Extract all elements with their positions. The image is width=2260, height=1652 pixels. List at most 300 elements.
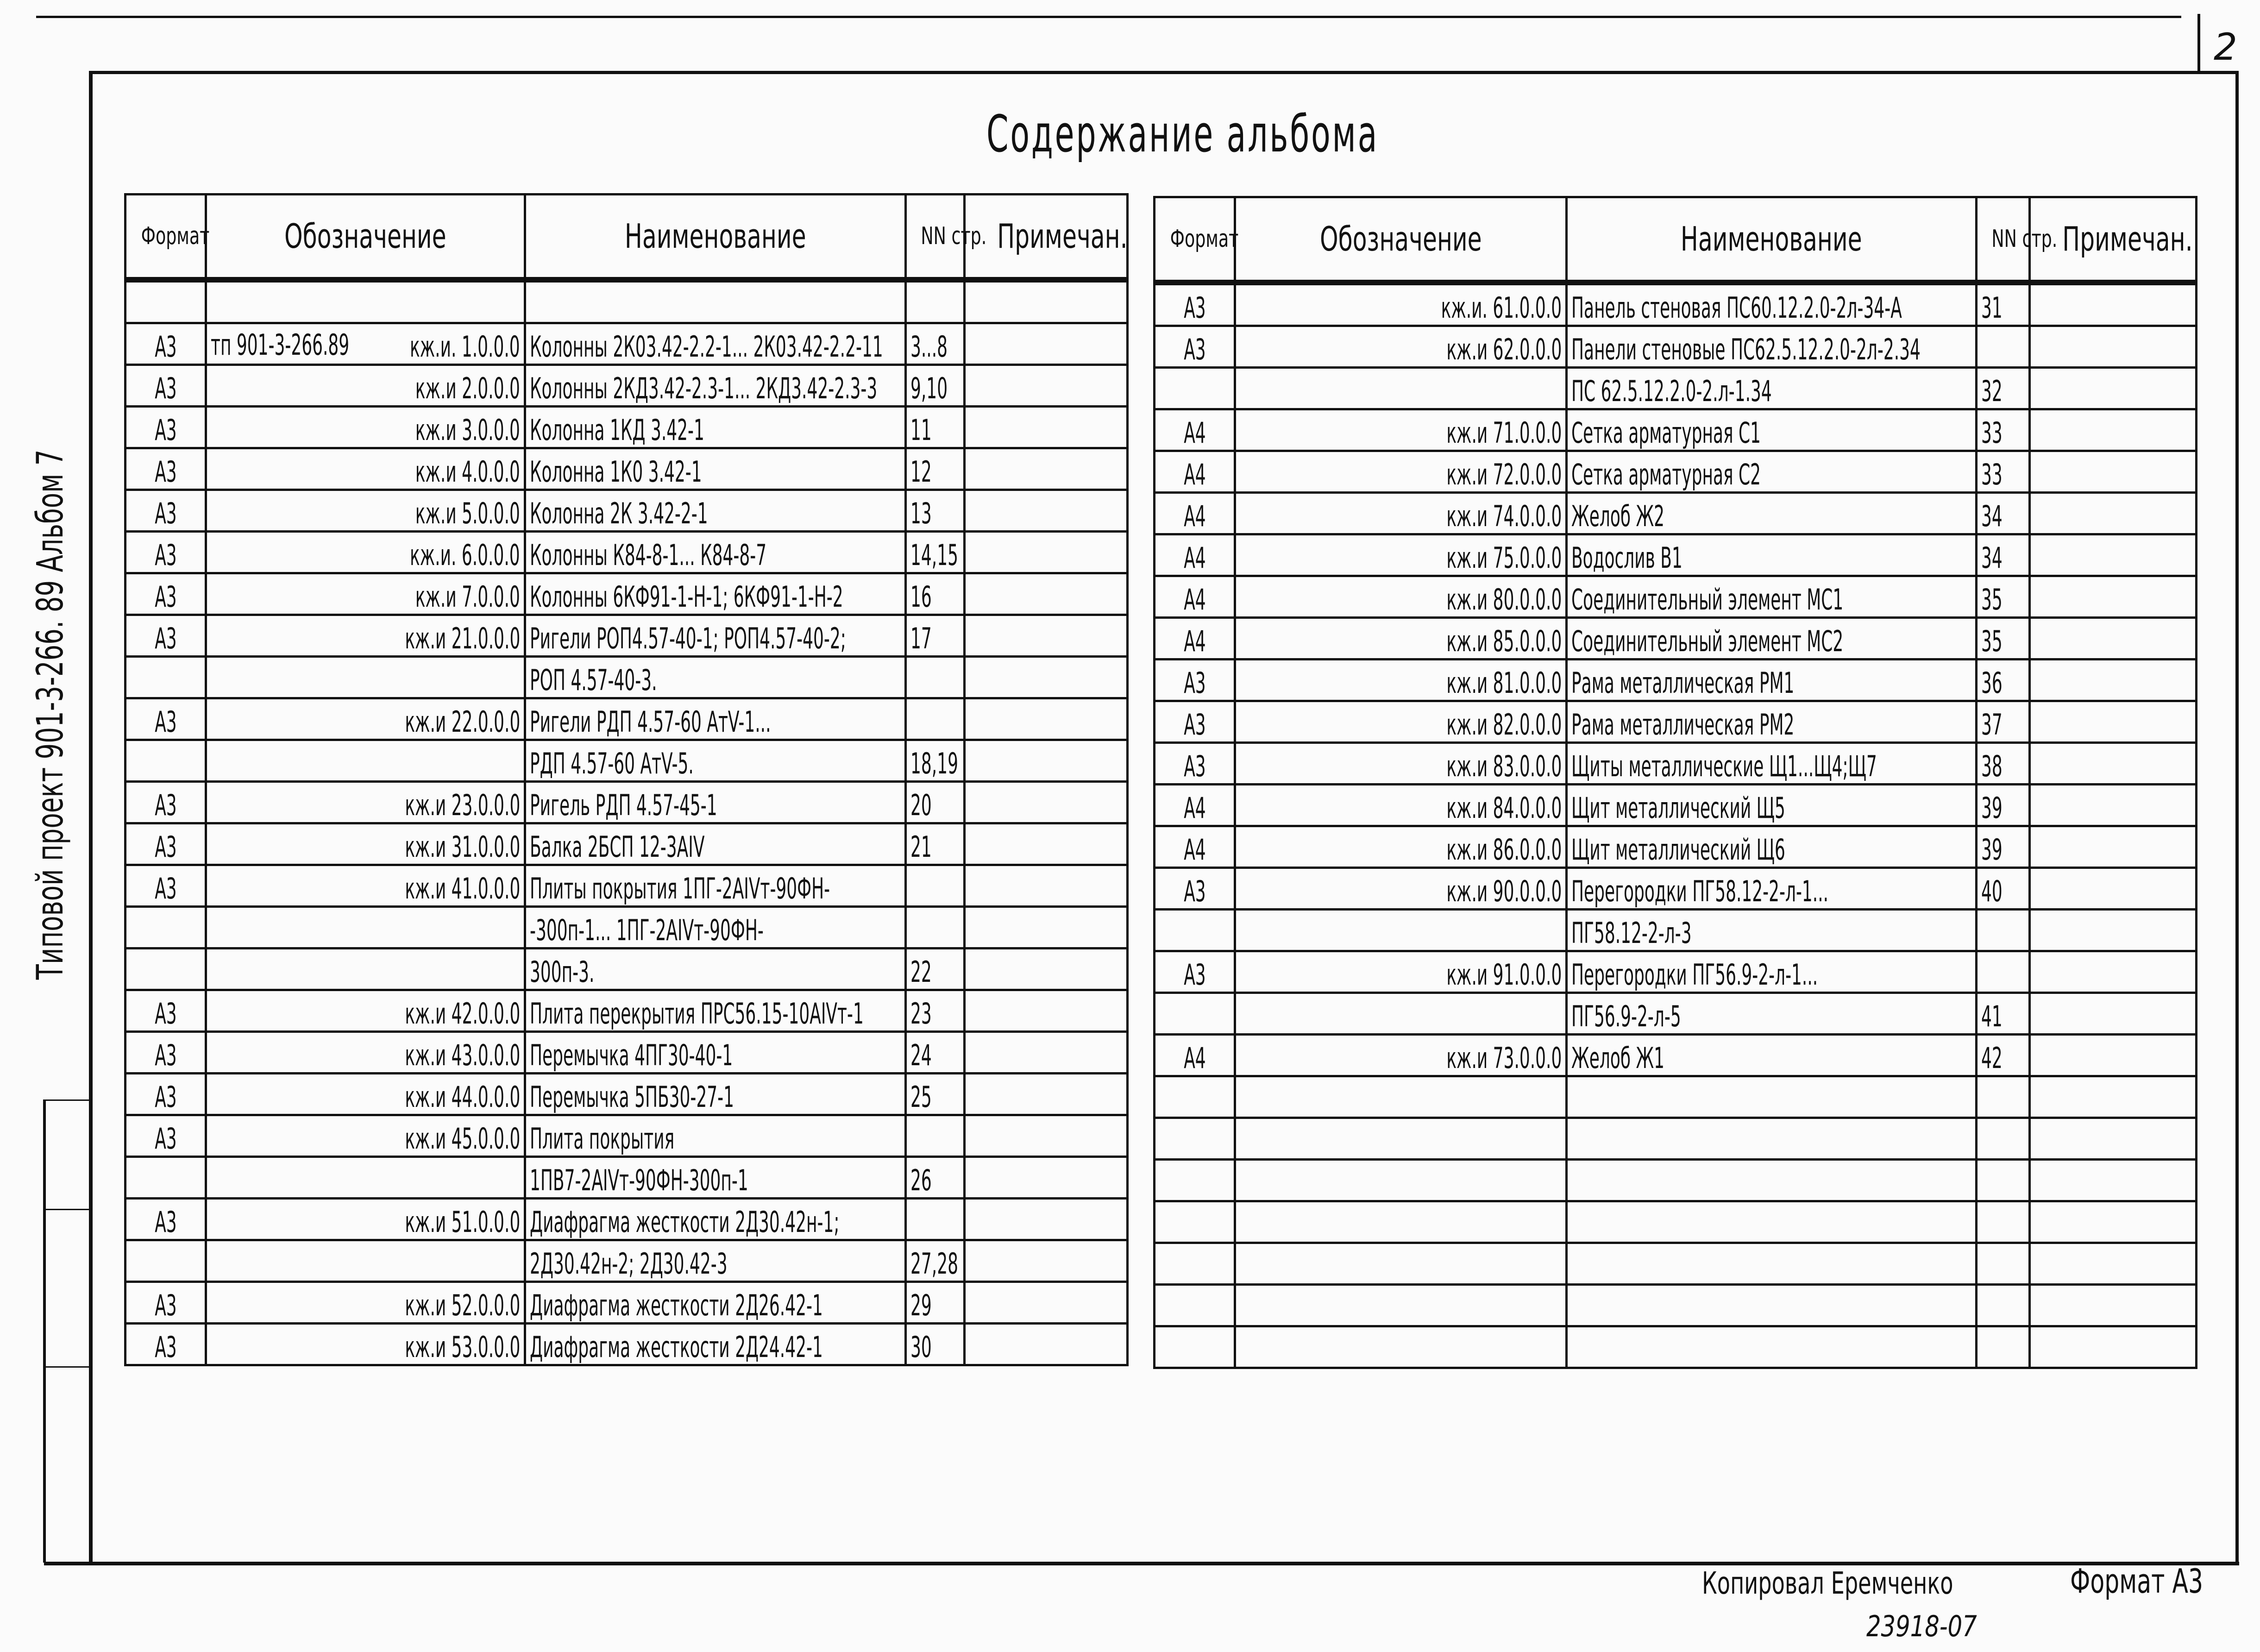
cell-note bbox=[965, 782, 1128, 823]
cell-name-text: Колонны 6КФ91-1-Н-1; 6КФ91-1-Н-2 bbox=[530, 580, 843, 614]
cell-name-text: Рама металлическая РМ1 bbox=[1571, 666, 1795, 700]
table-row bbox=[1155, 1285, 2197, 1326]
cell-name-text: Водослив В1 bbox=[1571, 541, 1682, 575]
cell-name bbox=[1567, 868, 1977, 910]
cell-pages-text: 39 bbox=[1981, 791, 2003, 825]
cell-format-text: А3 bbox=[154, 1038, 177, 1072]
cell-format bbox=[1155, 368, 1235, 409]
cell-name bbox=[1567, 1243, 1977, 1285]
table-row bbox=[1155, 1118, 2197, 1160]
cell-note bbox=[965, 657, 1128, 698]
cell-pages bbox=[1977, 910, 2030, 951]
cell-name-text: Панели стеновые ПС62.5.12.2.0-2л-2.34 bbox=[1571, 333, 1921, 366]
cell-name bbox=[1567, 326, 1977, 368]
cell-name bbox=[1567, 951, 1977, 993]
cell-designation-text: кж.и 82.0.0.0 bbox=[1446, 708, 1562, 741]
cell-format bbox=[1155, 1160, 1235, 1201]
cell-pages-text: 24 bbox=[910, 1038, 932, 1072]
cell-note bbox=[965, 323, 1128, 365]
cell-name-text: Перегородки ПГ58.12-2-л-1... bbox=[1571, 874, 1829, 908]
cell-designation-text: кж.и 41.0.0.0 bbox=[404, 872, 520, 905]
cell-designation bbox=[1235, 576, 1567, 618]
cell-designation bbox=[206, 573, 525, 615]
cell-note bbox=[965, 407, 1128, 448]
table-row bbox=[1155, 618, 2197, 660]
cell-designation-text: кж.и. 61.0.0.0 bbox=[1441, 291, 1562, 325]
cell-note bbox=[2030, 368, 2197, 409]
cell-pages-text: 20 bbox=[910, 788, 932, 822]
cell-designation bbox=[206, 698, 525, 740]
cell-name-text: Диафрагма жесткости 2Д26.42-1 bbox=[530, 1288, 823, 1322]
cell-designation bbox=[206, 1157, 525, 1199]
cell-designation-text: кж.и 75.0.0.0 bbox=[1446, 541, 1562, 575]
table-row bbox=[1155, 576, 2197, 618]
cell-pages bbox=[906, 865, 965, 907]
cell-pages-text: 36 bbox=[1981, 666, 2003, 700]
cell-name-text: Перемычка 5ПБ30-27-1 bbox=[530, 1080, 734, 1114]
table-row bbox=[1155, 910, 2197, 951]
cell-pages bbox=[1977, 618, 2030, 660]
cell-format-text: А3 bbox=[154, 1288, 177, 1322]
cell-note bbox=[965, 948, 1128, 990]
cell-name bbox=[1567, 576, 1977, 618]
cell-name-text: 2Д30.42н-2; 2Д30.42-3 bbox=[530, 1247, 728, 1281]
cell-note bbox=[965, 448, 1128, 490]
cell-format bbox=[1155, 701, 1235, 743]
table-row bbox=[1155, 826, 2197, 868]
cell-pages-text: 13 bbox=[910, 496, 932, 530]
cell-format-text: А3 bbox=[1183, 666, 1206, 700]
cell-pages bbox=[906, 740, 965, 782]
table-row bbox=[126, 1157, 1128, 1199]
table-row bbox=[1155, 326, 2197, 368]
cell-pages bbox=[1977, 1160, 2030, 1201]
cell-designation-text: кж.и 91.0.0.0 bbox=[1446, 958, 1562, 992]
cell-designation bbox=[206, 365, 525, 407]
cell-designation-text: кж.и 74.0.0.0 bbox=[1446, 499, 1562, 533]
cell-note bbox=[2030, 660, 2197, 701]
cell-format bbox=[1155, 326, 1235, 368]
table-row bbox=[126, 1324, 1128, 1365]
cell-pages bbox=[906, 615, 965, 657]
cell-format-text: А4 bbox=[1183, 1041, 1206, 1075]
cell-pages bbox=[1977, 409, 2030, 451]
cell-name bbox=[525, 448, 906, 490]
cell-designation-text: кж.и. 1.0.0.0 bbox=[410, 330, 520, 364]
top-rule bbox=[36, 16, 2181, 18]
cell-pages bbox=[1977, 576, 2030, 618]
cell-format bbox=[1155, 618, 1235, 660]
project-code: тп 901-3-266.89 bbox=[211, 328, 350, 362]
cell-format bbox=[1155, 993, 1235, 1035]
cell-pages-text: 18,19 bbox=[910, 747, 958, 780]
stamp-strip-divider bbox=[44, 1366, 90, 1368]
table-row bbox=[126, 1199, 1128, 1240]
cell-pages bbox=[1977, 826, 2030, 868]
table-row bbox=[126, 448, 1128, 490]
cell-note bbox=[2030, 785, 2197, 826]
cell-designation bbox=[206, 280, 525, 323]
cell-designation-text: кж.и 90.0.0.0 bbox=[1446, 874, 1562, 908]
cell-designation bbox=[1235, 868, 1567, 910]
cell-format-text: А4 bbox=[1183, 458, 1206, 491]
header-note: Примечан. bbox=[965, 195, 1128, 280]
cell-note bbox=[965, 1199, 1128, 1240]
cell-pages bbox=[1977, 660, 2030, 701]
cell-format bbox=[126, 532, 206, 573]
cell-name-text: Желоб Ж2 bbox=[1571, 499, 1665, 533]
cell-format-text: А3 bbox=[154, 455, 177, 489]
cell-note bbox=[965, 990, 1128, 1032]
cell-format bbox=[126, 1157, 206, 1199]
cell-designation bbox=[1235, 951, 1567, 993]
cell-designation bbox=[1235, 326, 1567, 368]
sheet-number-divider bbox=[2197, 14, 2200, 74]
cell-note bbox=[965, 740, 1128, 782]
cell-name-text: Щит металлический Щ5 bbox=[1571, 791, 1785, 825]
cell-pages bbox=[906, 698, 965, 740]
table-row bbox=[1155, 283, 2197, 326]
cell-note bbox=[965, 1240, 1128, 1282]
cell-format-text: А3 bbox=[154, 1205, 177, 1239]
cell-format bbox=[126, 323, 206, 365]
cell-note bbox=[965, 907, 1128, 948]
cell-designation bbox=[206, 740, 525, 782]
cell-designation bbox=[1235, 701, 1567, 743]
cell-pages bbox=[906, 782, 965, 823]
cell-note bbox=[2030, 409, 2197, 451]
cell-name-text: ПГ58.12-2-л-3 bbox=[1571, 916, 1692, 950]
cell-name bbox=[525, 740, 906, 782]
cell-pages-text: 27,28 bbox=[910, 1247, 958, 1281]
table-row bbox=[126, 407, 1128, 448]
cell-pages-text: 3...8 bbox=[910, 330, 948, 364]
cell-name-text: Рама металлическая РМ2 bbox=[1571, 708, 1795, 741]
cell-format-text: А3 bbox=[154, 872, 177, 905]
table-row bbox=[1155, 1243, 2197, 1285]
cell-name-text: РДП 4.57-60 АтV-5. bbox=[530, 747, 694, 780]
cell-note bbox=[2030, 1035, 2197, 1076]
cell-note bbox=[965, 1032, 1128, 1074]
cell-name-text: Ригели РДП 4.57-60 АтV-1... bbox=[530, 705, 771, 739]
table-row bbox=[1155, 1160, 2197, 1201]
cell-note bbox=[2030, 326, 2197, 368]
cell-format bbox=[1155, 1326, 1235, 1368]
cell-name bbox=[525, 1282, 906, 1324]
cell-name bbox=[525, 573, 906, 615]
cell-format bbox=[126, 1115, 206, 1157]
cell-note bbox=[2030, 868, 2197, 910]
cell-format bbox=[126, 490, 206, 532]
table-row bbox=[1155, 993, 2197, 1035]
cell-note bbox=[965, 490, 1128, 532]
cell-format bbox=[1155, 660, 1235, 701]
cell-designation bbox=[1235, 1035, 1567, 1076]
cell-pages bbox=[906, 823, 965, 865]
cell-name-text: Плиты покрытия 1ПГ-2АIVт-90ФН- bbox=[530, 872, 830, 905]
cell-format bbox=[1155, 534, 1235, 576]
cell-note bbox=[2030, 1076, 2197, 1118]
cell-designation-text: кж.и 5.0.0.0 bbox=[415, 496, 520, 530]
cell-format-text: А4 bbox=[1183, 833, 1206, 867]
cell-format bbox=[126, 1032, 206, 1074]
cell-pages bbox=[1977, 1035, 2030, 1076]
cell-name bbox=[1567, 910, 1977, 951]
cell-name-text: Колонны 2КД3.42-2.3-1... 2КД3.42-2.3-3 bbox=[530, 371, 878, 405]
cell-pages-text: 37 bbox=[1981, 708, 2003, 741]
table-row bbox=[1155, 1201, 2197, 1243]
table-row bbox=[1155, 701, 2197, 743]
cell-pages bbox=[906, 532, 965, 573]
cell-designation bbox=[1235, 409, 1567, 451]
cell-pages bbox=[1977, 1243, 2030, 1285]
table-row bbox=[1155, 660, 2197, 701]
cell-name bbox=[525, 280, 906, 323]
cell-designation-text: кж.и 81.0.0.0 bbox=[1446, 666, 1562, 700]
cell-designation-text: кж.и 71.0.0.0 bbox=[1446, 416, 1562, 450]
cell-designation-text: кж.и 73.0.0.0 bbox=[1446, 1041, 1562, 1075]
stamp-strip-divider bbox=[44, 1099, 90, 1101]
cell-note bbox=[965, 1282, 1128, 1324]
cell-pages-text: 34 bbox=[1981, 541, 2003, 575]
cell-note bbox=[2030, 618, 2197, 660]
cell-pages bbox=[906, 1282, 965, 1324]
table-row bbox=[126, 490, 1128, 532]
cell-note bbox=[2030, 1285, 2197, 1326]
cell-pages bbox=[906, 657, 965, 698]
cell-name-text: Перемычка 4ПГ30-40-1 bbox=[530, 1038, 733, 1072]
cell-note bbox=[965, 615, 1128, 657]
cell-name-text: 1ПВ7-2АIVт-90ФН-300п-1 bbox=[530, 1163, 748, 1197]
cell-pages bbox=[906, 1199, 965, 1240]
cell-name-text: Диафрагма жесткости 2Д24.42-1 bbox=[530, 1330, 823, 1364]
cell-designation bbox=[1235, 826, 1567, 868]
cell-pages bbox=[906, 907, 965, 948]
cell-format bbox=[126, 573, 206, 615]
table-row bbox=[126, 990, 1128, 1032]
frame-right bbox=[2235, 71, 2239, 1564]
cell-name-text: Плита покрытия bbox=[530, 1122, 675, 1156]
cell-designation bbox=[206, 823, 525, 865]
cell-name-text: ПГ56.9-2-л-5 bbox=[1571, 999, 1681, 1033]
table-row bbox=[126, 280, 1128, 323]
table-header bbox=[126, 195, 1128, 280]
cell-designation bbox=[206, 865, 525, 907]
cell-format-text: А3 bbox=[154, 830, 177, 864]
cell-name bbox=[1567, 1035, 1977, 1076]
cell-format-text: А3 bbox=[1183, 291, 1206, 325]
cell-format bbox=[1155, 910, 1235, 951]
cell-note bbox=[2030, 1118, 2197, 1160]
cell-pages-text: 38 bbox=[1981, 749, 2003, 783]
cell-pages bbox=[1977, 283, 2030, 326]
cell-name bbox=[525, 1074, 906, 1115]
cell-note bbox=[2030, 993, 2197, 1035]
cell-note bbox=[965, 1074, 1128, 1115]
cell-name bbox=[525, 990, 906, 1032]
cell-name bbox=[525, 1324, 906, 1365]
cell-format bbox=[126, 907, 206, 948]
cell-name bbox=[1567, 1076, 1977, 1118]
cell-pages-text: 14,15 bbox=[910, 538, 958, 572]
table-row bbox=[126, 698, 1128, 740]
table-row bbox=[1155, 785, 2197, 826]
table-row bbox=[126, 740, 1128, 782]
cell-name-text: -300п-1... 1ПГ-2АIVт-90ФН- bbox=[530, 913, 764, 947]
cell-format-text: А3 bbox=[154, 413, 177, 447]
cell-designation bbox=[1235, 618, 1567, 660]
cell-pages bbox=[1977, 993, 2030, 1035]
cell-format bbox=[126, 407, 206, 448]
cell-note bbox=[2030, 576, 2197, 618]
table-row bbox=[1155, 868, 2197, 910]
cell-name-text: Ригель РДП 4.57-45-1 bbox=[530, 788, 717, 822]
cell-note bbox=[965, 280, 1128, 323]
table-row bbox=[126, 365, 1128, 407]
cell-pages-text: 26 bbox=[910, 1163, 932, 1197]
cell-name-text: Ригели РОП4.57-40-1; РОП4.57-40-2; bbox=[530, 622, 846, 655]
cell-designation bbox=[206, 1032, 525, 1074]
cell-note bbox=[2030, 1160, 2197, 1201]
cell-name bbox=[1567, 451, 1977, 493]
cell-designation bbox=[206, 1199, 525, 1240]
cell-designation bbox=[1235, 1118, 1567, 1160]
cell-designation bbox=[1235, 910, 1567, 951]
cell-format bbox=[126, 1324, 206, 1365]
cell-designation-text: кж.и 80.0.0.0 bbox=[1446, 583, 1562, 616]
cell-pages-text: 22 bbox=[910, 955, 932, 989]
cell-name bbox=[1567, 1201, 1977, 1243]
cell-pages-text: 35 bbox=[1981, 583, 2003, 616]
header-format: Формат bbox=[1155, 197, 1235, 283]
cell-pages bbox=[906, 1032, 965, 1074]
cell-pages bbox=[906, 1157, 965, 1199]
cell-name bbox=[1567, 409, 1977, 451]
cell-name bbox=[525, 365, 906, 407]
cell-format-text: А3 bbox=[154, 705, 177, 739]
cell-pages-text: 35 bbox=[1981, 624, 2003, 658]
stamp-strip-divider bbox=[44, 1209, 90, 1210]
cell-format-text: А3 bbox=[154, 330, 177, 364]
cell-name-text: Соединительный элемент МС2 bbox=[1571, 624, 1844, 658]
cell-format-text: А3 bbox=[154, 1080, 177, 1114]
cell-name bbox=[525, 1032, 906, 1074]
cell-name bbox=[525, 657, 906, 698]
cell-name bbox=[1567, 826, 1977, 868]
cell-pages bbox=[906, 1324, 965, 1365]
cell-name-text: Желоб Ж1 bbox=[1571, 1041, 1665, 1075]
table-row bbox=[126, 1115, 1128, 1157]
cell-pages bbox=[1977, 1118, 2030, 1160]
cell-name-text: РОП 4.57-40-3. bbox=[530, 663, 657, 697]
header-note: Примечан. bbox=[2030, 197, 2197, 283]
cell-format-text: А3 bbox=[1183, 874, 1206, 908]
cell-pages-text: 9,10 bbox=[910, 371, 948, 405]
cell-pages bbox=[1977, 743, 2030, 785]
table-row bbox=[1155, 534, 2197, 576]
cell-designation bbox=[206, 615, 525, 657]
table-row bbox=[1155, 1035, 2197, 1076]
cell-pages bbox=[1977, 951, 2030, 993]
cell-note bbox=[2030, 283, 2197, 326]
cell-name bbox=[525, 407, 906, 448]
cell-format bbox=[126, 615, 206, 657]
cell-format-text: А4 bbox=[1183, 624, 1206, 658]
cell-pages bbox=[1977, 1076, 2030, 1118]
cell-designation bbox=[1235, 1076, 1567, 1118]
cell-designation-text: кж.и 23.0.0.0 bbox=[404, 788, 520, 822]
cell-format bbox=[126, 1074, 206, 1115]
cell-name bbox=[525, 1115, 906, 1157]
cell-name-text: Панель стеновая ПС60.12.2.0-2л-34-А bbox=[1571, 291, 1902, 325]
header-pages: NN стр. bbox=[1977, 197, 2030, 283]
table-row bbox=[126, 1240, 1128, 1282]
cell-pages-text: 12 bbox=[910, 455, 932, 489]
cell-pages bbox=[1977, 701, 2030, 743]
cell-name bbox=[1567, 534, 1977, 576]
cell-note bbox=[965, 1324, 1128, 1365]
cell-name bbox=[1567, 785, 1977, 826]
cell-pages-text: 30 bbox=[910, 1330, 932, 1364]
cell-pages-text: 17 bbox=[910, 622, 932, 655]
table-row bbox=[1155, 451, 2197, 493]
cell-designation-text: кж.и 72.0.0.0 bbox=[1446, 458, 1562, 491]
cell-designation bbox=[1235, 785, 1567, 826]
cell-pages-text: 23 bbox=[910, 997, 932, 1030]
cell-designation-text: кж.и 86.0.0.0 bbox=[1446, 833, 1562, 867]
cell-pages bbox=[1977, 1201, 2030, 1243]
table-row bbox=[126, 323, 1128, 365]
cell-pages bbox=[906, 573, 965, 615]
cell-designation bbox=[1235, 493, 1567, 534]
table-row bbox=[126, 782, 1128, 823]
cell-name-text: Колонны 2К03.42-2.2-1... 2К03.42-2.2-11 bbox=[530, 330, 883, 364]
table-row bbox=[126, 573, 1128, 615]
table-row bbox=[126, 907, 1128, 948]
cell-note bbox=[2030, 701, 2197, 743]
cell-name bbox=[525, 323, 906, 365]
cell-format bbox=[1155, 1035, 1235, 1076]
cell-name bbox=[525, 1157, 906, 1199]
cell-note bbox=[965, 573, 1128, 615]
cell-pages bbox=[906, 323, 965, 365]
cell-pages bbox=[1977, 534, 2030, 576]
cell-name bbox=[1567, 1285, 1977, 1326]
cell-designation-text: кж.и 2.0.0.0 bbox=[415, 371, 520, 405]
table-row bbox=[1155, 368, 2197, 409]
cell-designation-text: кж.и 53.0.0.0 bbox=[404, 1330, 520, 1364]
cell-name bbox=[1567, 283, 1977, 326]
cell-format-text: А3 bbox=[154, 496, 177, 530]
cell-name bbox=[525, 907, 906, 948]
cell-designation-text: кж.и 7.0.0.0 bbox=[415, 580, 520, 614]
cell-name bbox=[525, 615, 906, 657]
cell-name bbox=[1567, 1160, 1977, 1201]
cell-note bbox=[965, 1115, 1128, 1157]
inventory-number: 23918-07 bbox=[1866, 1609, 1977, 1643]
cell-pages bbox=[906, 1115, 965, 1157]
table-row bbox=[1155, 1076, 2197, 1118]
cell-pages bbox=[1977, 868, 2030, 910]
cell-name-text: Сетка арматурная С2 bbox=[1571, 458, 1761, 491]
cell-designation bbox=[1235, 1285, 1567, 1326]
cell-designation bbox=[206, 948, 525, 990]
cell-name-text: Щит металлический Щ6 bbox=[1571, 833, 1785, 867]
cell-pages-text: 25 bbox=[910, 1080, 932, 1114]
cell-name-text: ПС 62.5.12.2.0-2.л-1.34 bbox=[1571, 374, 1772, 408]
cell-pages-text: 34 bbox=[1981, 499, 2003, 533]
cell-name-text: Перегородки ПГ56.9-2-л-1... bbox=[1571, 958, 1818, 992]
